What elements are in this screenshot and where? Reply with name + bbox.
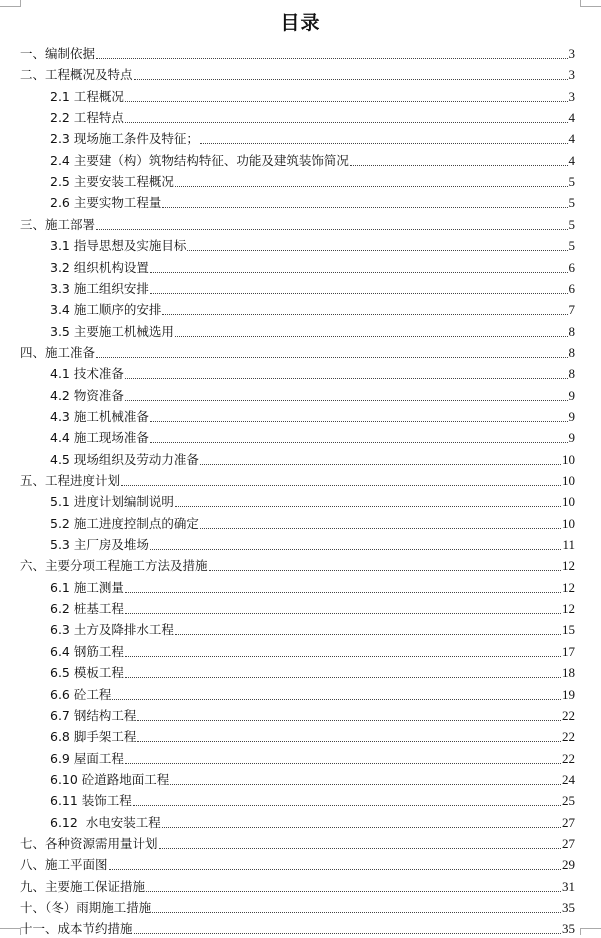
toc-entry-page-number: 10 (562, 494, 575, 510)
dot-leader (112, 699, 561, 700)
toc-entry-page-number: 7 (568, 302, 575, 318)
toc-section-entry[interactable] (50, 449, 575, 469)
toc-entry-page-number: 5 (568, 238, 575, 254)
toc-entry-page-number: 9 (568, 430, 575, 446)
toc-chapter-entry[interactable] (20, 64, 575, 84)
toc-section-entry[interactable] (50, 363, 575, 383)
toc-entry-label: 九、主要施工保证措施 (20, 878, 146, 894)
toc-entry-page-number: 19 (562, 686, 575, 702)
toc-entry-page-number: 12 (562, 601, 575, 617)
dot-leader (109, 869, 561, 870)
toc-section-entry[interactable] (50, 321, 575, 341)
toc-entry-label: 2.5 主要安装工程概况 (50, 174, 174, 190)
toc-entry-label: 6.1 施工测量 (50, 579, 124, 595)
toc-entry-page-number: 4 (568, 131, 575, 147)
dot-leader (175, 186, 568, 187)
toc-entry-label: 6.11 装饰工程 (50, 793, 132, 809)
crop-mark-bottom-left (0, 928, 21, 935)
toc-entry-label: 6.2 桩基工程 (50, 601, 124, 617)
toc-section-entry[interactable] (50, 769, 575, 789)
toc-section-entry[interactable] (50, 598, 575, 618)
toc-section-entry[interactable] (50, 748, 575, 768)
toc-entry-page-number: 9 (568, 408, 575, 424)
toc-chapter-entry[interactable] (20, 833, 575, 853)
toc-entry-page-number: 10 (562, 473, 575, 488)
dot-leader (121, 485, 561, 486)
dot-leader (200, 528, 561, 529)
toc-entry-label: 6.9 屋面工程 (50, 750, 124, 766)
dot-leader (162, 314, 567, 315)
toc-entry-page-number: 5 (568, 216, 575, 232)
toc-entry-label: 6.4 钢筋工程 (50, 643, 124, 659)
dot-leader (200, 143, 568, 144)
toc-section-entry[interactable] (50, 150, 575, 170)
toc-section-entry[interactable] (50, 577, 575, 597)
toc-entry-page-number: 27 (562, 814, 575, 830)
toc-entry-label: 5.2 施工进度控制点的确定 (50, 515, 199, 531)
toc-entry-label: 4.5 现场组织及劳动力准备 (50, 451, 199, 467)
dot-leader (150, 442, 568, 443)
dot-leader (137, 720, 561, 721)
toc-entry-page-number: 24 (562, 771, 575, 787)
dot-leader (150, 549, 562, 550)
toc-entry-label: 十一、成本节约措施 (20, 921, 133, 937)
toc-entry-label: 三、施工部署 (20, 216, 96, 232)
toc-entry-label: 5.1 进度计划编制说明 (50, 494, 174, 510)
toc-entry-label: 2.6 主要实物工程量 (50, 195, 162, 211)
crop-mark-top-right (580, 0, 601, 7)
toc-section-entry[interactable] (50, 513, 575, 533)
toc-entry-label: 3.5 主要施工机械选用 (50, 323, 174, 339)
toc-chapter-entry[interactable] (20, 555, 575, 575)
toc-entry-label: 3.1 指导思想及实施目标 (50, 238, 187, 254)
toc-entry-label: 4.4 施工现场准备 (50, 430, 149, 446)
toc-chapter-entry[interactable] (20, 342, 575, 362)
dot-leader (125, 656, 561, 657)
toc-section-entry[interactable] (50, 278, 575, 298)
dot-leader (125, 122, 568, 123)
dot-leader (162, 207, 567, 208)
toc-chapter-entry[interactable] (20, 854, 575, 874)
toc-section-entry[interactable] (50, 619, 575, 639)
dot-leader (125, 378, 568, 379)
toc-entry-label: 6.8 脚手架工程 (50, 729, 137, 745)
crop-mark-top-left (0, 0, 21, 7)
toc-entry-page-number: 17 (562, 643, 575, 659)
toc-entry-label: 4.2 物资准备 (50, 387, 124, 403)
toc-section-entry[interactable] (50, 641, 575, 661)
toc-entry-page-number: 25 (562, 793, 575, 809)
dot-leader (146, 891, 561, 892)
toc-chapter-entry[interactable] (20, 918, 575, 938)
dot-leader (137, 741, 561, 742)
toc-chapter-entry[interactable] (20, 43, 575, 63)
toc-entry-page-number: 12 (562, 558, 575, 574)
toc-entry-page-number: 22 (562, 750, 575, 766)
toc-section-entry[interactable] (50, 385, 575, 405)
toc-entry-label: 6.10 砼道路地面工程 (50, 771, 170, 787)
toc-entry-page-number: 6 (568, 280, 575, 296)
dot-leader (125, 101, 568, 102)
dot-leader (125, 613, 561, 614)
dot-leader (350, 165, 568, 166)
toc-entry-label: 2.4 主要建（构）筑物结构特征、功能及建筑装饰简况 (50, 152, 349, 168)
toc-section-entry[interactable] (50, 534, 575, 554)
dot-leader (134, 933, 561, 934)
dot-leader (125, 400, 568, 401)
toc-section-entry[interactable] (50, 192, 575, 212)
toc-chapter-entry[interactable] (20, 214, 575, 234)
toc-entry-page-number: 4 (568, 152, 575, 168)
toc-entry-label: 一、编制依据 (20, 46, 96, 61)
toc-entry-label: 6.12 水电安装工程 (50, 814, 161, 830)
dot-leader (150, 293, 568, 294)
dot-leader (150, 272, 568, 273)
dot-leader (175, 506, 561, 507)
toc-section-entry[interactable] (50, 235, 575, 255)
dot-leader (187, 250, 567, 251)
toc-entry-page-number: 11 (562, 537, 575, 553)
toc-entry-page-number: 8 (568, 323, 575, 339)
toc-entry-label: 4.1 技术准备 (50, 366, 124, 382)
toc-entry-page-number: 5 (568, 174, 575, 190)
toc-entry-label: 二、工程概况及特点 (20, 67, 133, 83)
toc-entry-page-number: 31 (562, 878, 575, 894)
toc-entry-page-number: 22 (562, 707, 575, 723)
toc-entry-page-number: 8 (568, 366, 575, 382)
dot-leader (125, 592, 561, 593)
toc-section-entry[interactable] (50, 299, 575, 319)
toc-section-entry[interactable] (50, 726, 575, 746)
dot-leader (133, 805, 561, 806)
dot-leader (175, 634, 561, 635)
toc-entry-label: 4.3 施工机械准备 (50, 408, 149, 424)
toc-entry-label: 6.7 钢结构工程 (50, 707, 137, 723)
toc-section-entry[interactable] (50, 427, 575, 447)
toc-chapter-entry[interactable] (20, 876, 575, 896)
dot-leader (162, 827, 561, 828)
toc-entry-page-number: 12 (562, 579, 575, 595)
toc-entry-label: 3.3 施工组织安排 (50, 280, 149, 296)
toc-entry-label: 2.1 工程概况 (50, 88, 124, 104)
toc-entry-label: 七、各种资源需用量计划 (20, 835, 158, 851)
dot-leader (96, 357, 567, 358)
toc-entry-page-number: 15 (562, 622, 575, 638)
toc-section-entry[interactable] (50, 86, 575, 106)
toc-entry-page-number: 29 (562, 857, 575, 873)
toc-entry-page-number: 35 (562, 921, 575, 937)
toc-chapter-entry[interactable] (20, 897, 575, 917)
toc-section-entry[interactable] (50, 171, 575, 191)
toc-entry-label: 3.4 施工顺序的安排 (50, 302, 162, 318)
toc-entry-page-number: 5 (568, 195, 575, 211)
toc-section-entry[interactable] (50, 705, 575, 725)
toc-entry-label: 6.6 砼工程 (50, 686, 112, 702)
dot-leader (96, 229, 567, 230)
crop-mark-bottom-right (580, 928, 601, 935)
dot-leader (209, 570, 561, 571)
toc-entry-label: 2.2 工程特点 (50, 110, 124, 126)
toc-entry-page-number: 3 (568, 88, 575, 104)
toc-entry-page-number: 10 (562, 515, 575, 531)
toc-section-entry[interactable] (50, 790, 575, 810)
toc-entry-label: 6.3 土方及降排水工程 (50, 622, 174, 638)
dot-leader (96, 58, 567, 59)
toc-entry-label: 5.3 主厂房及堆场 (50, 537, 149, 553)
toc-entry-label: 十、（冬）雨期施工措施 (20, 900, 152, 915)
toc-entry-label: 六、主要分项工程施工方法及措施 (20, 558, 208, 574)
toc-entry-page-number: 22 (562, 729, 575, 745)
toc-section-entry[interactable] (50, 257, 575, 277)
toc-section-entry[interactable] (50, 491, 575, 511)
toc-section-entry[interactable] (50, 107, 575, 127)
dot-leader (159, 848, 561, 849)
toc-entry-label: 3.2 组织机构设置 (50, 259, 149, 275)
toc-entry-page-number: 18 (562, 665, 575, 681)
toc-entry-label: 6.5 模板工程 (50, 665, 124, 681)
dot-leader (200, 464, 561, 465)
toc-section-entry[interactable] (50, 684, 575, 704)
toc-entry-page-number: 8 (568, 344, 575, 360)
dot-leader (125, 677, 561, 678)
dot-leader (170, 784, 561, 785)
toc-entry-page-number: 27 (562, 835, 575, 851)
toc-section-entry[interactable] (50, 662, 575, 682)
toc-chapter-entry[interactable] (20, 470, 575, 490)
toc-entry-page-number: 10 (562, 451, 575, 467)
toc-section-entry[interactable] (50, 128, 575, 148)
dot-leader (134, 79, 568, 80)
dot-leader (175, 336, 568, 337)
toc-entry-page-number: 6 (568, 259, 575, 275)
toc-entry-page-number: 35 (562, 900, 575, 915)
toc-entry-label: 八、施工平面图 (20, 857, 108, 873)
toc-entry-page-number: 9 (568, 387, 575, 403)
toc-entry-label: 四、施工准备 (20, 344, 96, 360)
toc-entry-page-number: 4 (568, 110, 575, 126)
dot-leader (125, 763, 561, 764)
toc-entry-page-number: 3 (568, 46, 575, 61)
toc-section-entry[interactable] (50, 812, 575, 832)
toc-section-entry[interactable] (50, 406, 575, 426)
toc-entry-label: 五、工程进度计划 (20, 473, 121, 488)
dot-leader (152, 912, 561, 913)
page-title: 目录 (280, 12, 321, 34)
dot-leader (150, 421, 568, 422)
toc-entry-label: 2.3 现场施工条件及特征； (50, 131, 199, 147)
toc-entry-page-number: 3 (568, 67, 575, 83)
